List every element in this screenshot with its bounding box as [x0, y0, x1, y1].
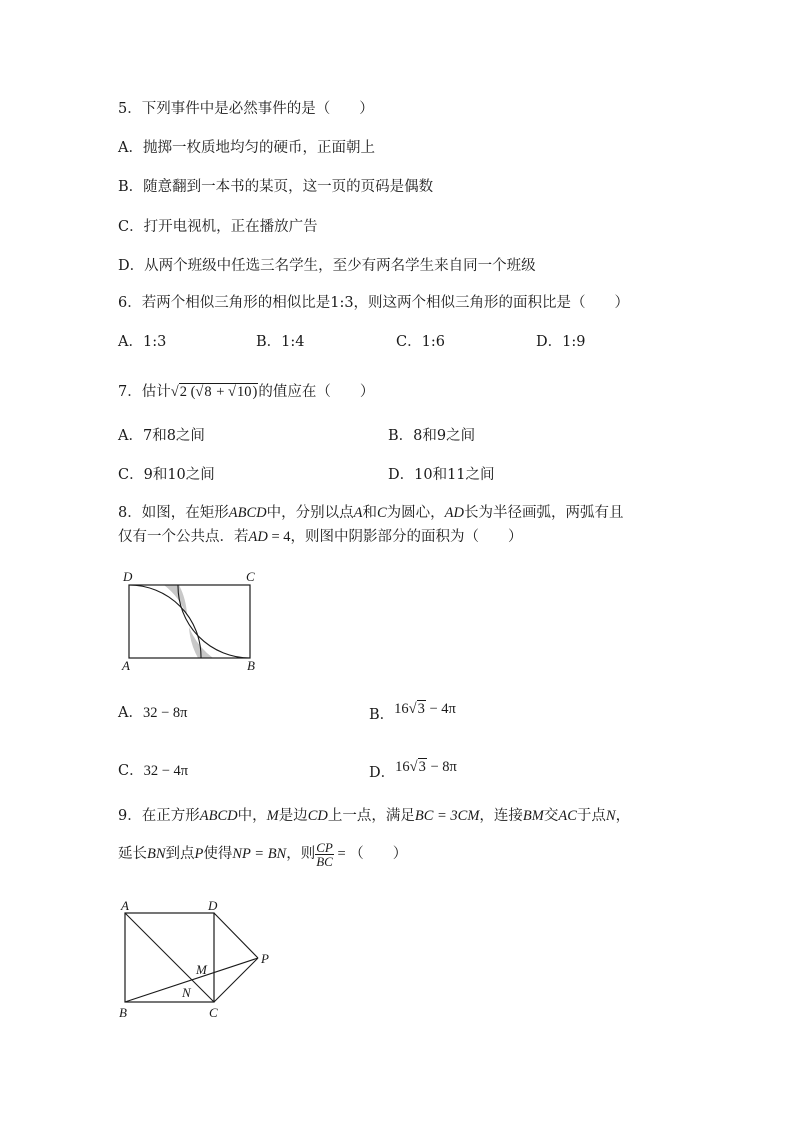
q8-arc-from-c [178, 585, 250, 658]
q8-option-c: C．32 − 4π [118, 763, 189, 779]
q9-label-a: A [121, 898, 129, 913]
q8-shaded-region-top [164, 585, 187, 616]
q5-option-a: A．抛掷一枚质地均匀的硬币，正面朝上 [118, 140, 375, 156]
q9-stem-line2: 延长BN到点P使得NP = BN，则 $\frac{CP}{BC}$ = （ ） [118, 839, 408, 869]
q8-option-b: B．16√3 − 4π [369, 701, 456, 723]
q8-rectangle-figure [115, 565, 265, 673]
q9-diagonal-ac [125, 913, 214, 1002]
q8-option-a: A．32 − 8π [118, 705, 188, 721]
q9-label-m: M [196, 962, 207, 977]
q7-option-c: C．9和10之间 [118, 467, 215, 483]
q5-option-b: B．随意翻到一本书的某页，这一页的页码是偶数 [118, 179, 434, 195]
q5-option-d: D．从两个班级中任选三名学生，至少有两名学生来自同一个班级 [118, 258, 536, 274]
q9-segment-dp [214, 913, 258, 958]
q8-label-b: B [247, 658, 255, 673]
q8-option-d: D．16√3 − 8π [369, 759, 457, 781]
q8-stem-line1: 8．如图，在矩形ABCD中，分别以点A和C为圆心，AD长为半径画弧，两弧有且 [118, 505, 624, 521]
q6-option-b: B．1:4 [256, 334, 305, 350]
q7-option-d: D．10和11之间 [388, 467, 495, 483]
q8-arc-from-a [129, 585, 201, 658]
q9-segment-bp [125, 958, 258, 1002]
q6-option-c: C．1:6 [396, 334, 445, 350]
q8-label-d: D [123, 569, 133, 584]
q9-label-d: D [208, 898, 218, 913]
q9-label-b: B [119, 1005, 127, 1020]
q9-label-p: P [261, 951, 269, 966]
q7-stem [118, 382, 374, 402]
q6-stem: 6．若两个相似三角形的相似比是1:3，则这两个相似三角形的面积比是（ ） [118, 295, 630, 311]
q9-fraction: $\frac{CP}{BC}$ [316, 839, 333, 869]
q5-stem: 5．下列事件中是必然事件的是（ ） [118, 101, 374, 117]
q6-option-a: A．1:3 [118, 334, 167, 350]
q5-option-c: C．打开电视机，正在播放广告 [118, 219, 318, 235]
q9-stem-line1: 9．在正方形ABCD中，M是边CD上一点，满足BC = 3CM，连接BM交AC于点N， [118, 808, 631, 824]
q9-segment-cp [214, 958, 258, 1002]
q6-option-d: D．1:9 [536, 334, 586, 350]
q8-label-c: C [246, 569, 255, 584]
q7-option-a: A．7和8之间 [118, 428, 205, 444]
q9-label-c: C [209, 1005, 218, 1020]
q8-stem-line2: 仅有一个公共点．若AD = 4，则图中阴影部分的面积为（ ） [118, 529, 523, 545]
q8-rectangle [129, 585, 250, 658]
q9-label-n: N [182, 985, 191, 1000]
q8-label-a: A [122, 658, 130, 673]
q7-option-b: B．8和9之间 [388, 428, 476, 444]
q7-prefix: 7．估计 [118, 384, 171, 400]
q7-suffix: 的值应在（ ） [258, 384, 375, 400]
q7-expression: √2 (√8 + √10) [170, 384, 258, 400]
q9-square-figure [112, 893, 282, 1025]
